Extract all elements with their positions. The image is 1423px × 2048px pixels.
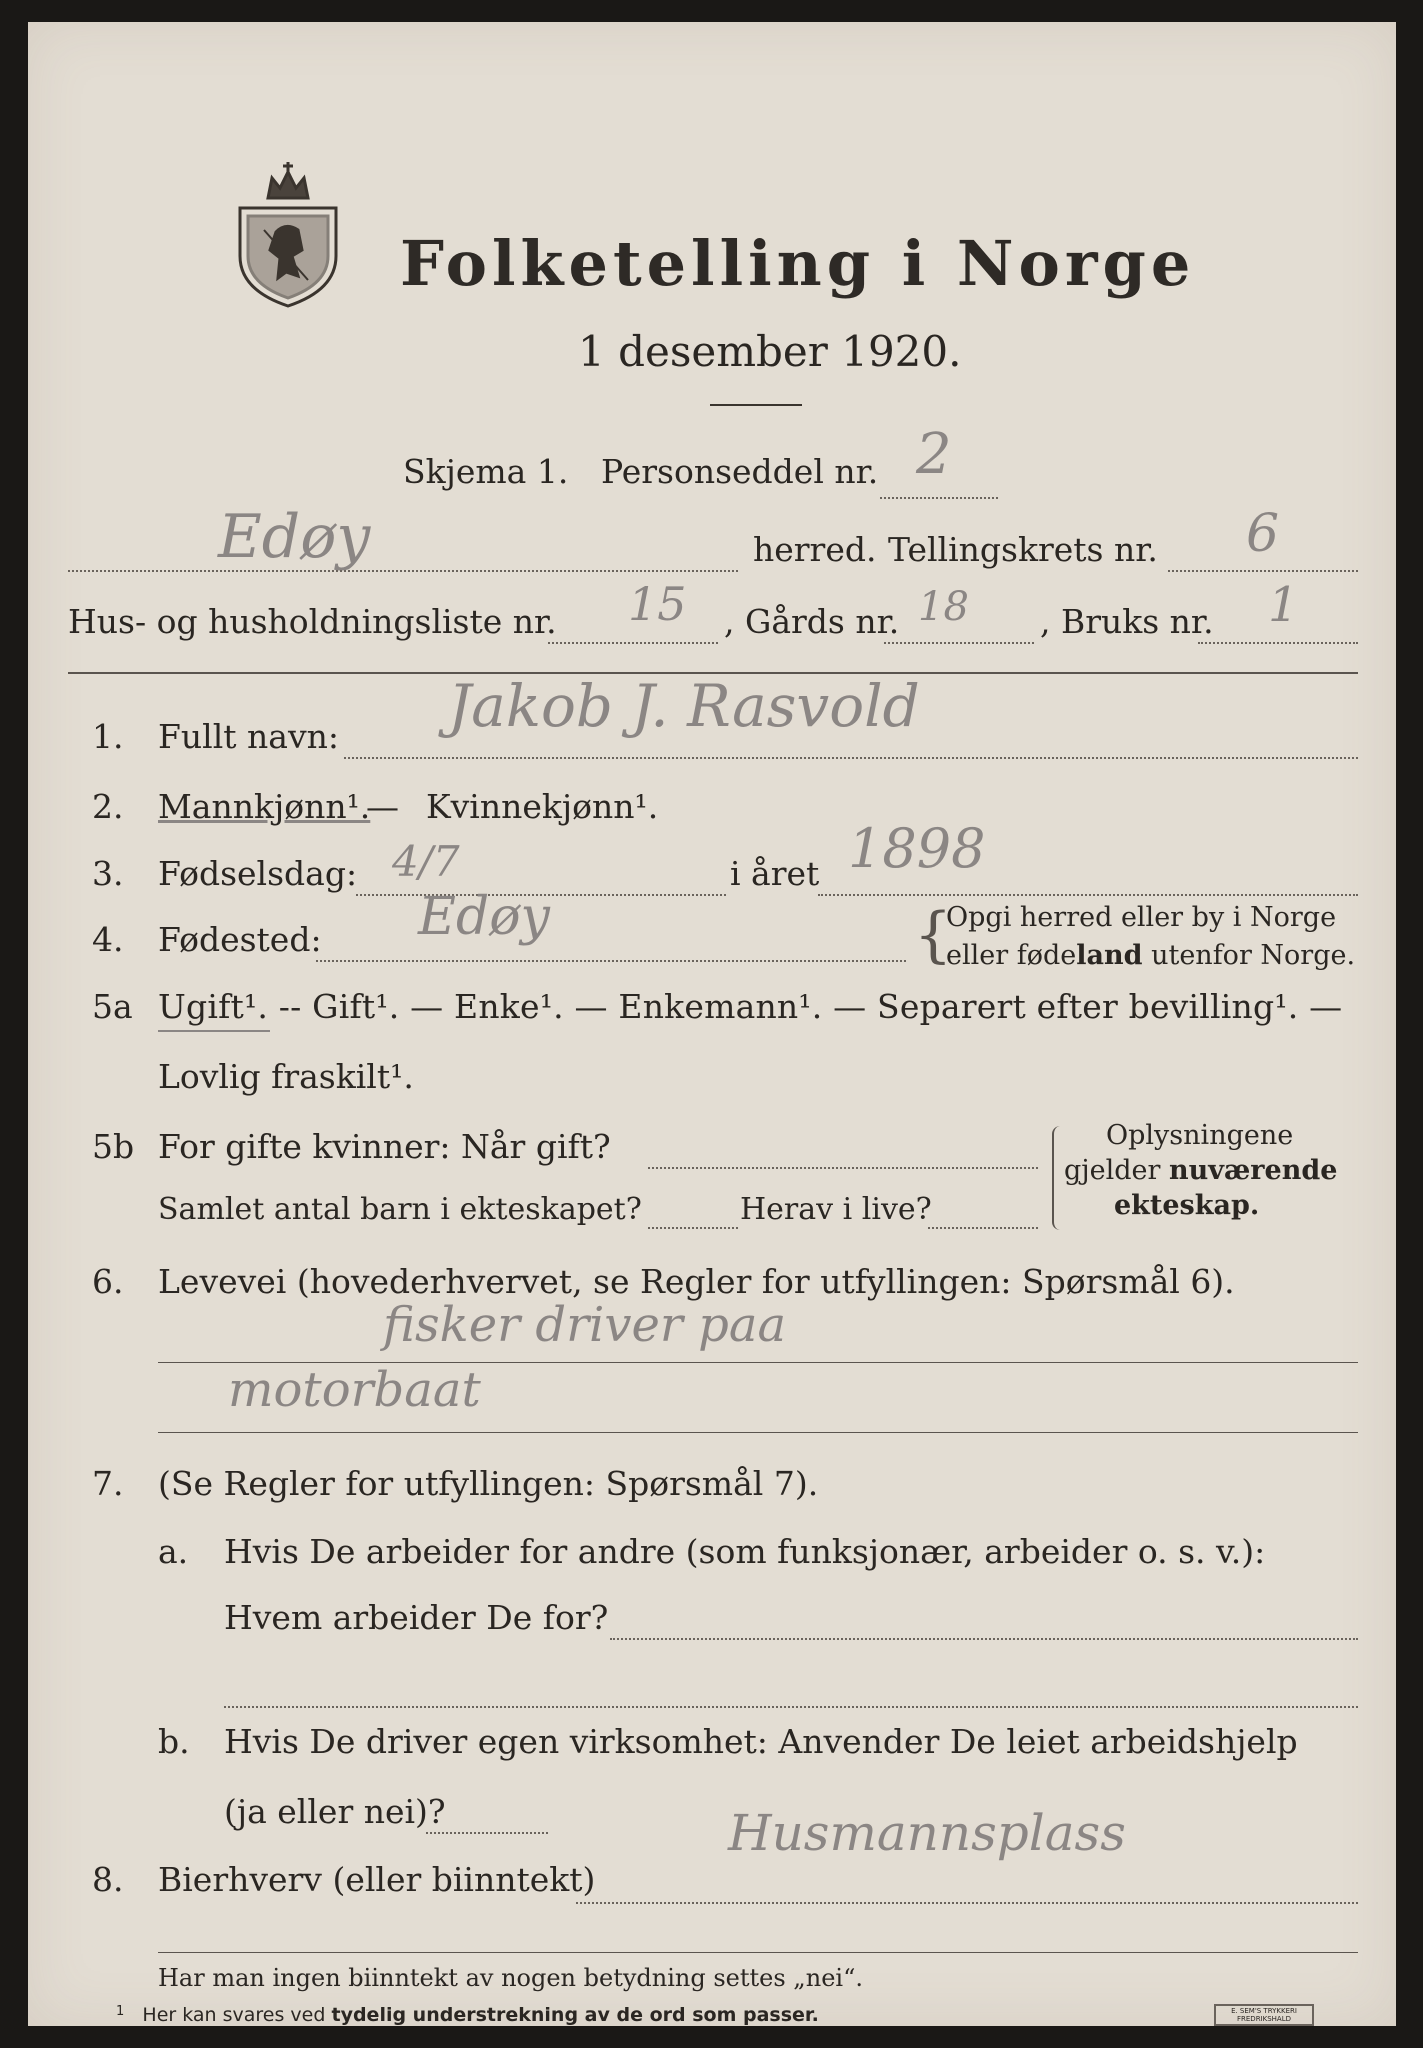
q7b-number: b. [158, 1722, 190, 1761]
q6-label: Levevei (hovederhvervet, se Regler for utfyllingen: Spørsmål 6). [158, 1262, 1235, 1301]
form-title: Folketelling i Norge [400, 227, 1196, 300]
q4-number: 4. [92, 920, 124, 959]
q2-number: 2. [92, 787, 124, 826]
q3-year-value: 1898 [848, 817, 986, 880]
q8-label: Bierhverv (eller biinntekt) [158, 1860, 596, 1899]
q7b-answer-line [426, 1832, 548, 1834]
q4-brace: { [914, 900, 953, 970]
tellingskrets-value: 6 [1246, 504, 1280, 564]
q6-number: 6. [92, 1262, 124, 1301]
q5b-number: 5b [92, 1127, 135, 1166]
tellingskrets-label: Tellingskrets nr. [888, 530, 1158, 569]
herred-value: Edøy [218, 502, 371, 572]
q7-label: (Se Regler for utfyllingen: Spørsmål 7). [158, 1464, 819, 1503]
herred-line [68, 570, 738, 572]
personseddel-line [880, 497, 998, 499]
herred-label: herred. [753, 530, 877, 569]
personseddel-value: 2 [916, 422, 952, 487]
q4-note-2: eller fødeland utenfor Norge. [946, 940, 1356, 971]
q5b-gift-label: For gifte kvinner: Når gift? [158, 1127, 611, 1166]
q5b-bracket [1052, 1126, 1064, 1230]
q5b-barn-line [648, 1227, 738, 1229]
gards-value: 18 [918, 584, 969, 630]
q2-kvinne: Kvinnekjønn¹. [426, 787, 659, 826]
q8-line [576, 1902, 1358, 1904]
title-divider [710, 404, 802, 406]
q3-label: Fødselsdag: [158, 854, 358, 893]
husliste-label: Hus- og husholdningsliste nr. [68, 602, 557, 641]
q3-year-label: i året [730, 854, 820, 893]
bruks-value: 1 [1268, 577, 1299, 633]
gards-line [884, 642, 1034, 644]
q7a-line-1: Hvis De arbeider for andre (som funksjonær, arbeider o. s. v.): [224, 1532, 1266, 1571]
q5a-fraskilt: Lovlig fraskilt¹. [158, 1057, 414, 1096]
q1-label: Fullt navn: [158, 717, 339, 756]
q3-year-line [818, 894, 1358, 896]
q5b-live-label: Herav i live? [740, 1192, 932, 1227]
footnote-mark: 1 [116, 2004, 125, 2019]
q4-value: Edøy [418, 887, 550, 947]
q3-day-value: 4/7 [392, 837, 460, 886]
q7a-number: a. [158, 1532, 189, 1571]
q7b-line-2: (ja eller nei)? [224, 1792, 446, 1831]
q2-dash: — [366, 787, 399, 826]
norway-coat-of-arms-icon [228, 160, 348, 308]
q1-value: Jakob J. Rasvold [448, 672, 920, 740]
q5a-ugift-underline [158, 1030, 270, 1032]
q1-number: 1. [92, 717, 124, 756]
skjema-label: Skjema 1. [403, 452, 569, 491]
q8-number: 8. [92, 1860, 124, 1899]
q5b-barn-label: Samlet antal barn i ekteskapet? [158, 1192, 642, 1227]
q1-line [344, 757, 1358, 759]
q4-label: Fødested: [158, 920, 322, 959]
q8-line-2 [158, 1952, 1358, 1953]
q7b-line-1: Hvis De driver egen virksomhet: Anvender De leiet arbeidshjelp [224, 1722, 1298, 1761]
q6-line-2 [158, 1432, 1358, 1433]
q5b-note-2: gjelder nuværende [1064, 1155, 1338, 1186]
q8-value: Husmannsplass [728, 1804, 1126, 1862]
q6-value-1: fisker driver paa [383, 1297, 787, 1353]
q7a-answer-line [610, 1638, 1358, 1640]
tellingskrets-line [1168, 570, 1358, 572]
q4-note-1: Opgi herred eller by i Norge [946, 902, 1337, 933]
q5a-options: Ugift¹. -- Gift¹. — Enke¹. — Enkemann¹. — Separert efter bevilling¹. — [158, 987, 1343, 1026]
census-date: 1 desember 1920. [578, 327, 962, 376]
q5b-note-1: Oplysningene [1106, 1120, 1294, 1151]
q3-number: 3. [92, 854, 124, 893]
census-form-page [28, 22, 1396, 2026]
q7a-line-2: Hvem arbeider De for? [224, 1598, 609, 1637]
q7a-answer-line-2 [224, 1706, 1358, 1708]
q5a-number: 5a [92, 987, 133, 1026]
gards-label: , Gårds nr. [724, 602, 900, 641]
personseddel-label: Personseddel nr. [601, 452, 879, 491]
husliste-value: 15 [628, 577, 687, 631]
q5b-note-3: ekteskap. [1114, 1190, 1260, 1221]
q5b-live-line [928, 1227, 1038, 1229]
footer-note: Har man ingen biinntekt av nogen betydning settes „nei“. [158, 1964, 863, 1992]
q5b-gift-line [648, 1167, 1038, 1169]
q6-value-2: motorbaat [228, 1362, 481, 1418]
q7-number: 7. [92, 1464, 124, 1503]
printer-stamp: E. SEM'S TRYKKERI FREDRIKSHALD [1214, 2004, 1314, 2026]
bruks-label: , Bruks nr. [1040, 602, 1214, 641]
bruks-line [1198, 642, 1358, 644]
husliste-line [548, 642, 718, 644]
footnote: $^1$ Her kan svares ved tydelig understrekning av de ord som passer. [116, 2004, 819, 2026]
q4-line [316, 960, 906, 962]
q2-mann: Mannkjønn¹. [158, 787, 371, 826]
